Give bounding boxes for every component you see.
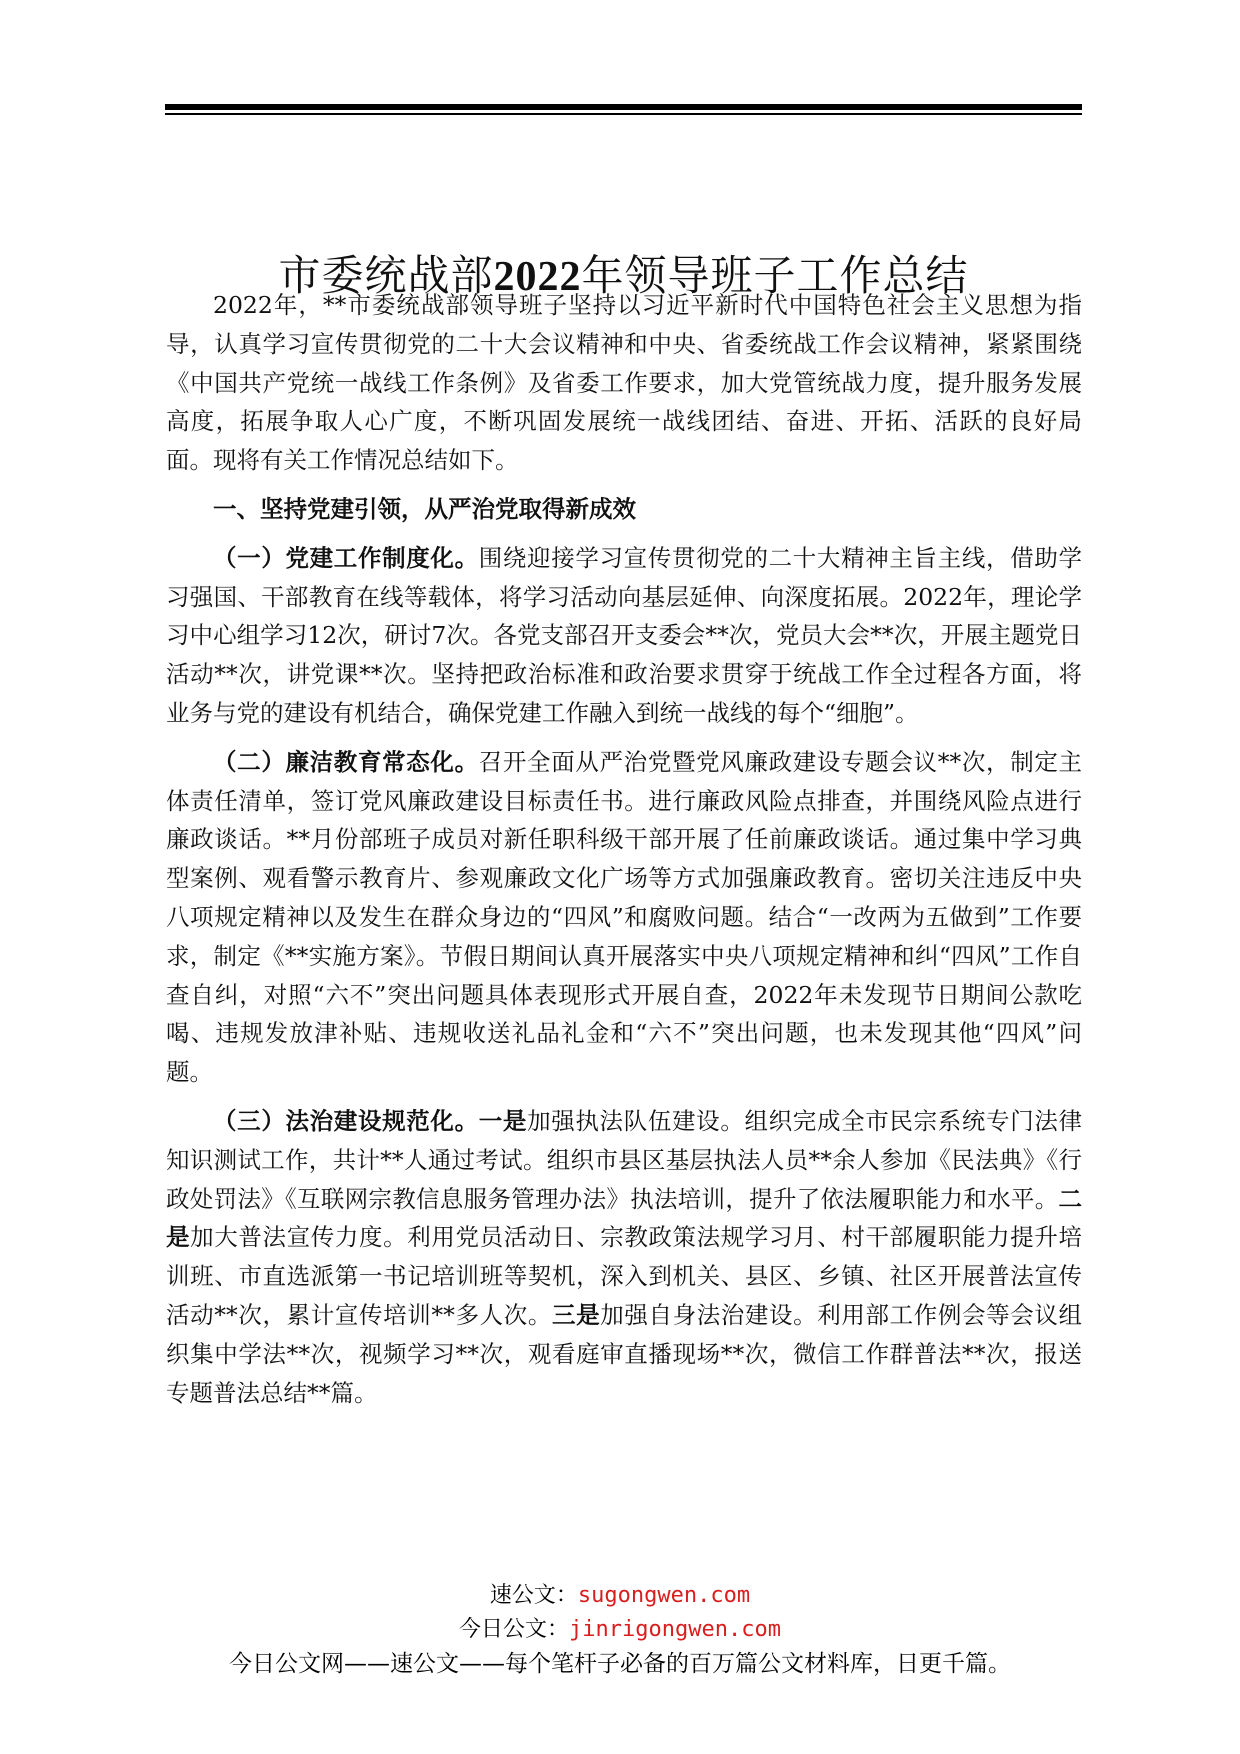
paragraph-rule-of-law: [166, 1102, 1082, 1412]
footer-label: 今日公文：: [459, 1617, 570, 1642]
point-text: 加大普法宣传力度。利用党员活动日、宗教政策法规学习月、村干部履职能力提升培训班、市直选派第一书记培训班等契机，深入到机关、县区、乡镇、社区开展普法宣传活动**次，累计宣传培训**多人次。: [166, 1223, 1083, 1329]
paragraph-lead: （一）党建工作制度化。: [213, 543, 479, 572]
section-heading: 一、坚持党建引领，从严治党取得新成效: [213, 494, 636, 523]
footer-link-jinrigongwen[interactable]: jinrigongwen.com: [569, 1617, 781, 1642]
title-year: 2022: [493, 254, 582, 301]
paragraph-text: 围绕迎接学习宣传贯彻党的二十大精神主旨主线，借助学习强国、干部教育在线等载体，将学习活动向基层延伸、向深度拓展。2022年，理论学习中心组学习12次，研讨7次。各党支部召开支委会**次，党员大会**次，开展主题党日活动**次，讲党课**次。坚持把政治标准和政治要求贯穿于统战工作全过程各方面，将业务与党的建设有机结合，确保党建工作融入到统一战线的每个“细胞”。: [166, 543, 1083, 727]
point-marker: 一是: [478, 1106, 528, 1135]
paragraph-party-building: [166, 539, 1082, 733]
point-marker: 三是: [551, 1300, 601, 1329]
title-prefix: 市委统战部: [278, 251, 494, 301]
point-text: 加强自身法治建设。利用部工作例会等会议组织集中学法**次，视频学习**次，观看庭审直播现场**次，微信工作群普法**次，报送专题普法总结**篇。: [166, 1300, 1083, 1407]
document-body: [166, 286, 1082, 1412]
intro-paragraph: 2022年，**市委统战部领导班子坚持以习近平新时代中国特色社会主义思想为指导，认真学习宣传贯彻党的二十大会议精神和中央、省委统战工作会议精神，紧紧围绕《中国共产党统一战线工作条例》及省委工作要求，加大党管统战力度，提升服务发展高度，拓展争取人心广度，不断巩固发展统一战线团结、奋进、开拓、活跃的良好局面。现将有关工作情况总结如下。: [166, 291, 1082, 475]
paragraph-text: 召开全面从严治党暨党风廉政建设专题会议**次，制定主体责任清单，签订党风廉政建设目标责任书。进行廉政风险点排查，并围绕风险点进行廉政谈话。**月份部班子成员对新任职科级干部开展了任前廉政谈话。通过集中学习典型案例、观看警示教育片、参观廉政文化广场等方式加强廉政教育。密切关注违反中央八项规定精神以及发生在群众身边的“四风”和腐败问题。结合“一改两为五做到”工作要求，制定《**实施方案》。节假日期间认真开展落实中央八项规定精神和纠“四风”工作自查自纠，对照“六不”突出问题具体表现形式开展自查，2022年未发现节日期间公款吃喝、违规发放津补贴、违规收送礼品礼金和“六不”突出问题，也未发现其他“四风”问题。: [166, 747, 1083, 1087]
point-marker: 二是: [166, 1184, 1082, 1252]
header-rule-thick: [165, 104, 1082, 110]
header-rule-thin: [165, 113, 1082, 115]
footer-link-sugongwen[interactable]: sugongwen.com: [577, 1583, 751, 1608]
footer-line-2: [0, 1614, 1240, 1646]
footer-label: 速公文：: [489, 1583, 578, 1608]
paragraph-integrity-education: [166, 743, 1082, 1092]
paragraph-lead: （三）法治建设规范化。: [213, 1106, 479, 1135]
point-text: 加强执法队伍建设。组织完成全市民宗系统专门法律知识测试工作，共计**人通过考试。组织市县区基层执法人员**余人参加《民法典》《行政处罚法》《互联网宗教信息服务管理办法》执法培训，提升了依法履职能力和水平。: [166, 1106, 1083, 1213]
paragraph-lead: （二）廉洁教育常态化。: [213, 747, 479, 776]
footer-line-1: [0, 1580, 1240, 1612]
title-suffix: 年领导班子工作总结: [581, 251, 969, 301]
footer-tagline: 今日公文网——速公文——每个笔杆子必备的百万篇公文材料库，日更千篇。: [229, 1651, 1011, 1677]
